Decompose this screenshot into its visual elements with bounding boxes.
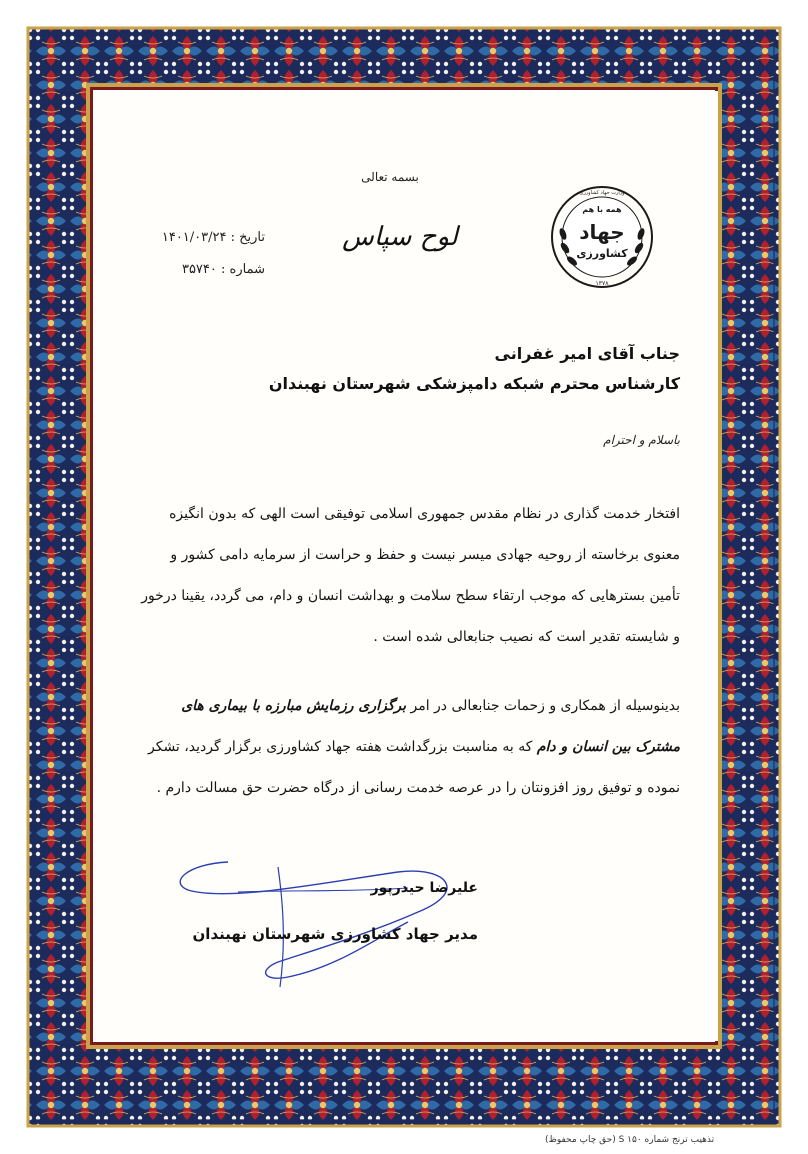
signatory-name: علیرضا حیدرپور [370, 880, 478, 896]
handwritten-signature [168, 842, 468, 992]
paragraph-2 [140, 686, 680, 809]
jahad-keshavarzi-logo [547, 182, 657, 292]
logo-sub-text: کشاورزی [576, 247, 628, 260]
logo-small-text: وزارت جهاد کشاورزی [579, 190, 625, 196]
paragraph-2-emphasis: برگزاری رزمایش مبارزه با بیماری های مشترک بین انسان و دام [181, 698, 680, 755]
recipient-position: کارشناس محترم شبکه دامپزشکی شهرستان نهبندان [268, 374, 680, 393]
paragraph-2-part-1: بدینوسیله از همکاری و زحمات جنابعالی در امر [406, 698, 680, 714]
date-field: تاریخ : ۱۴۰۱/۰۳/۲۴ [161, 230, 265, 245]
paragraph-1: افتخار خدمت گذاری در نظام مقدس جمهوری اسلامی توفیقی است الهی که بدون انگیزه معنوی برخاسته از روحیه جهادی میسر نیست و حفظ و حراست از سرمایه دامی کشور و تأمین بسترهایی که موجب ارتقاء سطح سلامت و بهداشت انسان و دام، می گردد، یقینا درخور و شایسته تقدیر است که نصیب جنابعالی شده است . [141, 506, 680, 645]
signatory-title: مدیر جهاد کشاورزی شهرستان نهبندان [192, 925, 478, 943]
number-field: شماره : ۳۵۷۴۰ [181, 262, 265, 277]
logo-arc-text: همه با هم [582, 205, 622, 214]
bismillah: بسمه تعالی [361, 170, 419, 184]
document-title: لوح سپاس [342, 222, 458, 252]
paragraph-2-part-2: که به مناسبت بزرگداشت هفته جهاد کشاورزی برگزار گردید، تشکر نموده و توفیق روز افزونتان را در عرصه خدمت رسانی از درگاه حضرت حق مسالت دارم . [147, 739, 680, 796]
logo-year: ۱۳۷۸ [595, 280, 609, 287]
footer-note: تذهیب ترنج شماره S ۱۵۰ (حق چاپ محفوظ) [545, 1135, 715, 1145]
logo-main-text: جهاد [579, 220, 625, 244]
recipient-name: جناب آقای امیر غفرانی [494, 344, 680, 363]
greeting: باسلام و احترام [603, 433, 680, 447]
